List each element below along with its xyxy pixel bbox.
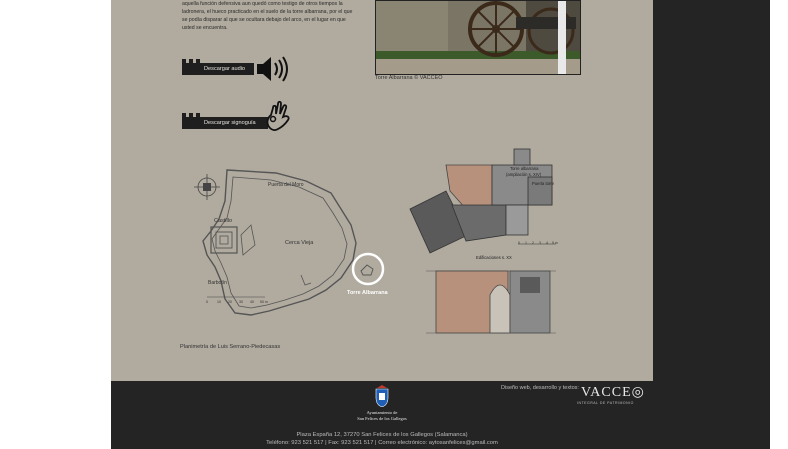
plan-scale-10: 10 — [217, 300, 221, 304]
label-puerta-torre: Puerta torre — [532, 181, 555, 186]
footer-address: Plaza España 12, 37270 San Felices de los Gallegos (Salamanca) — [296, 432, 468, 438]
vacceo-brand-text: VACCE — [581, 385, 632, 400]
plan-scale-0: 0 — [206, 300, 208, 304]
plan-scale-20: 20 — [228, 300, 232, 304]
design-credit: Diseño web, desarrollo y textos: — [501, 385, 579, 391]
plan-caption: Planimetría de Luis Serrano-Piedecasas — [180, 344, 281, 350]
label-torre-albarrana: Torre albarrana — [510, 166, 539, 171]
town-crest-icon[interactable] — [374, 385, 390, 407]
sign-language-hand-icon[interactable] — [263, 100, 293, 132]
page-right-margin — [770, 0, 788, 449]
label-castillo: Castillo — [214, 218, 233, 224]
label-cerca-vieja: Cerca Vieja — [285, 240, 314, 246]
vacceo-logo[interactable] — [581, 384, 645, 401]
vacceo-o-icon: ◎ — [631, 385, 645, 400]
footer — [111, 381, 770, 449]
footer-side-panel — [653, 0, 770, 381]
intro-text: aquella función defensiva aun quedó como testigo de otros tiempos la ladronera, el hueco practicado en el suelo de la torre albarrana, por el que se podía disparar al que se ocultara debajo del arco, en el lugar en que usted se encuentra. — [182, 1, 353, 31]
detail-scale-bar — [518, 241, 558, 245]
detail-scale-5: 5 m — [552, 241, 558, 245]
detail-scale-2: 2 — [532, 241, 534, 245]
speaker-icon[interactable] — [255, 54, 295, 84]
town-name — [351, 410, 413, 421]
detail-scale-0: 0 — [518, 241, 520, 245]
plan-scale-50: 50 m — [260, 300, 268, 304]
label-edificaciones: Edificaciones s. XX — [476, 255, 512, 260]
town-line-1: Ayuntamiento de — [366, 410, 398, 415]
plan-scale-40: 40 — [250, 300, 254, 304]
site-plan — [181, 165, 396, 325]
footer-email-link[interactable]: aytosanfelices@gmail.com — [428, 440, 498, 446]
vacceo-tagline: INTEGRAL DE PATRIMONIO — [577, 401, 634, 405]
footer-sep-2: | — [375, 440, 377, 446]
main-content — [111, 0, 653, 381]
compass-icon — [194, 174, 220, 200]
footer-contact — [111, 440, 653, 446]
label-puerta-moro: Puerta del Moro — [268, 182, 304, 188]
detail-scale-1: 1 — [525, 241, 527, 245]
detail-scale-3: 3 — [539, 241, 541, 245]
torre-albarrana-marker[interactable] — [353, 254, 383, 284]
label-torre-albarrana-plan: Torre Albarrana — [347, 290, 388, 296]
footer-phone: Teléfono: 923 521 517 — [266, 440, 324, 446]
tower-detail-drawing — [406, 147, 561, 337]
plan-scale-30: 30 — [239, 300, 243, 304]
download-audio-button[interactable]: Descargar audio — [182, 63, 254, 75]
footer-sep-1: | — [325, 440, 327, 446]
download-signguide-button[interactable]: Descargar signoguía — [182, 117, 268, 129]
label-ampliacion: (ampliación s. XIV) — [506, 172, 542, 177]
footer-email-label: Correo electrónico: — [378, 440, 428, 446]
photo-caption: Torre Albarrana © VACCEO — [375, 75, 443, 81]
tower-photo — [375, 0, 581, 75]
label-barbotin: Barbotín — [208, 280, 227, 286]
detail-scale-4: 4 — [546, 241, 548, 245]
footer-fax: Fax: 923 521 517 — [328, 440, 374, 446]
tower-photo-image — [376, 1, 580, 74]
town-line-2: San Felices de los Gallegos — [357, 415, 407, 421]
